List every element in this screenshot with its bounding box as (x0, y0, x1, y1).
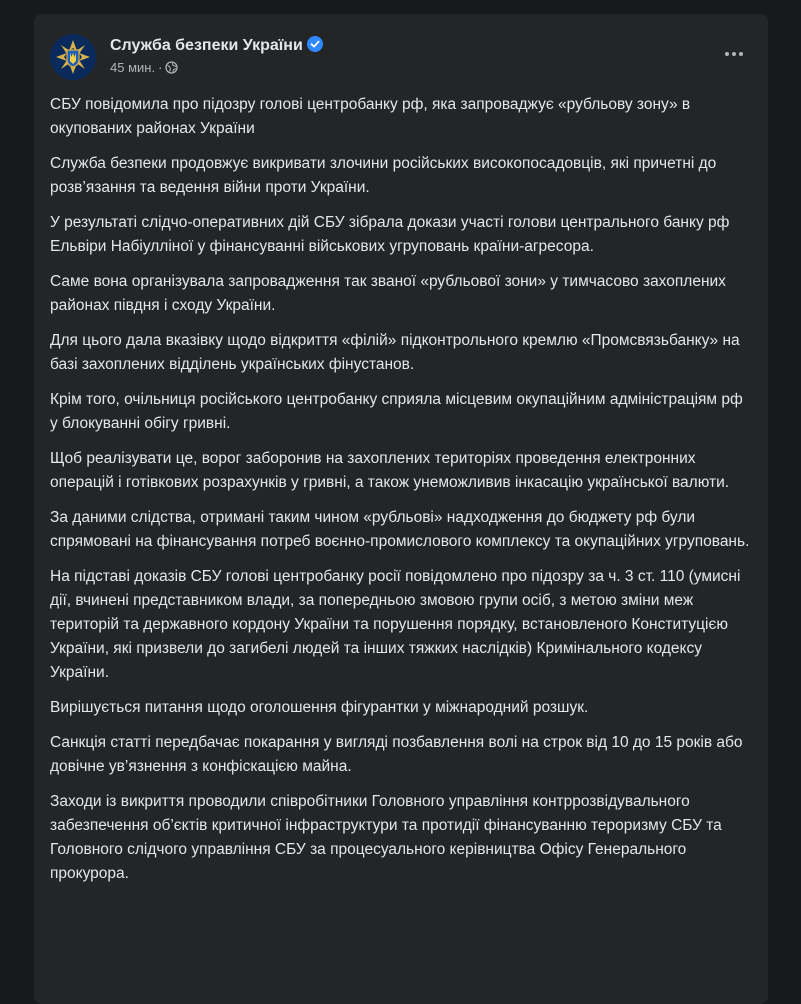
post-card (34, 14, 768, 1004)
post-paragraph: Саме вона організувала запровадження так званої «рубльової зони» у тимчасово захоплених районах півдня і сходу України. (50, 273, 726, 314)
post-paragraph: СБУ повідомила про підозру голові центробанку рф, яка запроваджує «рубльову зону» в окупованих районах України (50, 96, 691, 137)
post-paragraph: Санкція статті передбачає покарання у вигляді позбавлення волі на строк від 10 до 15 років або довічне ув’язнення з конфіскацією майна. (50, 734, 743, 775)
author-name[interactable]: Служба безпеки України (110, 37, 303, 54)
post-timestamp[interactable]: 45 мин. (110, 60, 156, 75)
post-paragraph: Вирішується питання щодо оголошення фігурантки у міжнародний розшук. (50, 699, 589, 716)
more-options-button[interactable] (716, 36, 752, 72)
post-meta (110, 60, 178, 76)
author-line (110, 36, 323, 58)
globe-icon[interactable] (165, 61, 178, 74)
ssu-emblem-icon[interactable] (50, 34, 96, 80)
post-paragraph: На підставі доказів СБУ голові центробанку росії повідомлено про підозру за ч. 3 ст. 110 (умисні дії, вчинені представником влади, за попередньою змовою групи осіб, з метою зміни меж територій та державного кордону України та порушення порядку, встановленого Конституцією України, які призвели до загибелі людей та інших тяжких наслідків) Кримінального кодексу України. (50, 568, 741, 681)
post-paragraph: Щоб реалізувати це, ворог заборонив на захоплених територіях проведення електронних операцій і готівкових розрахунків у гривні, а також унеможливив інкасацію української валюти. (50, 450, 730, 491)
post-body (50, 93, 750, 897)
post-paragraph: Крім того, очільниця російського центробанку сприяла місцевим окупаційним адміністраціям рф у блокуванні обігу гривні. (50, 391, 743, 432)
post-header (50, 34, 752, 82)
post-paragraph: У результаті слідчо-оперативних дій СБУ зібрала докази участі голови центрального банку рф Ельвіри Набіулліної у фінансуванні військових угруповань країни-агресора. (50, 214, 730, 255)
meta-separator: · (158, 60, 163, 75)
post-paragraph: За даними слідства, отримані таким чином «рубльові» надходження до бюджету рф були спрямовані на фінансування потреб воєнно-промислового комплексу та окупаційних угруповань. (50, 509, 750, 550)
more-horizontal-icon (722, 44, 746, 64)
post-paragraph: Для цього дала вказівку щодо відкриття «філій» підконтрольного кремлю «Промсвязьбанку» на базі захоплених відділень українських фінустанов. (50, 332, 740, 373)
post-paragraph: Служба безпеки продовжує викривати злочини російських високопосадовців, які причетні до розв’язання та ведення війни проти України. (50, 155, 717, 196)
verified-badge-icon (307, 36, 323, 58)
post-paragraph: Заходи із викриття проводили співробітники Головного управління контррозвідувального забезпечення об’єктів критичної інфраструктури та протидії фінансуванню тероризму СБУ та Головного слідчого управління СБУ за процесуального керівництва Офісу Генерального прокурора. (50, 793, 722, 882)
